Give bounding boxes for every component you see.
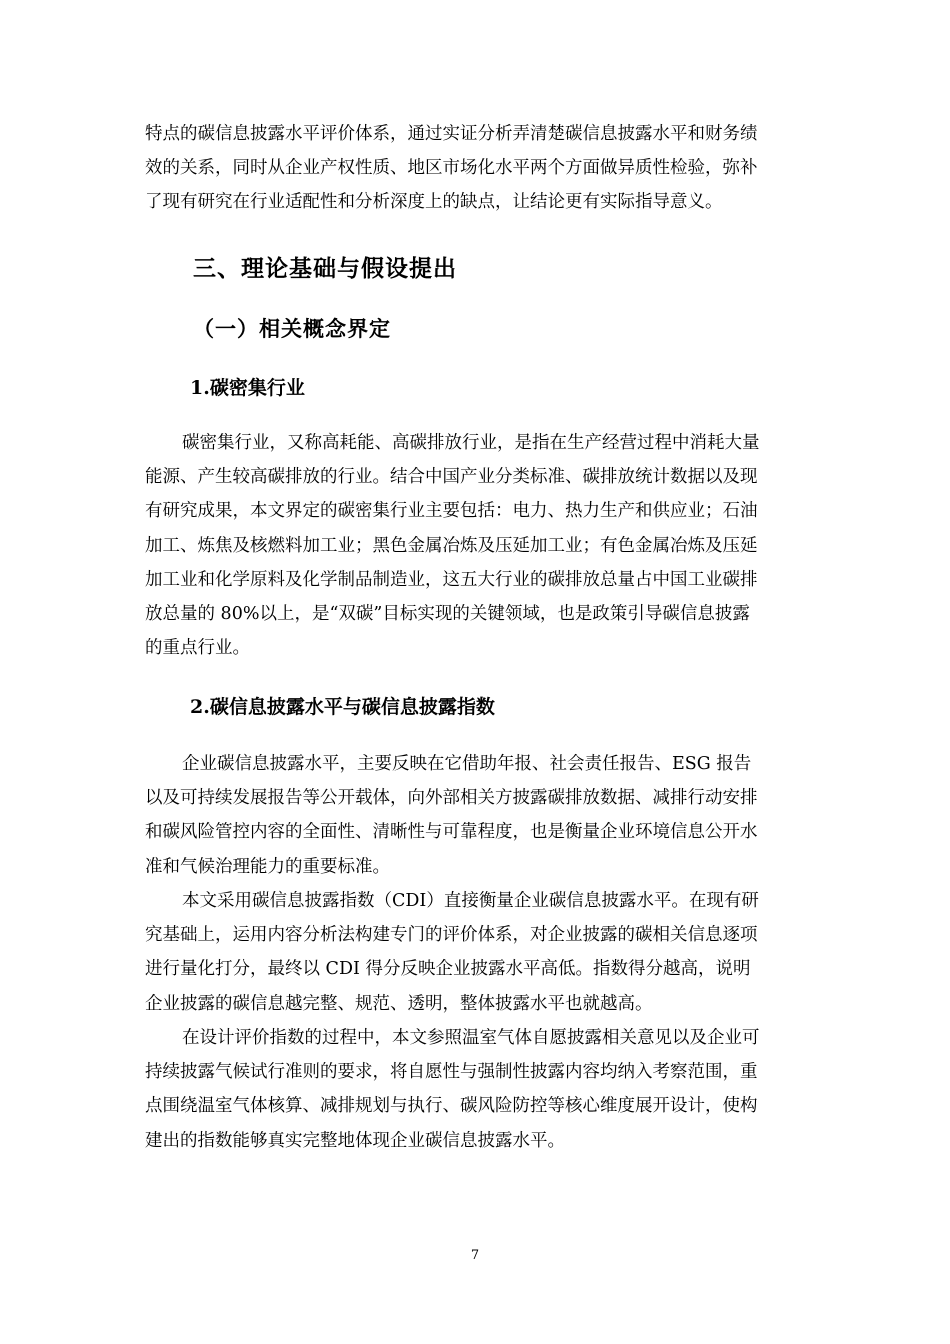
text-line: 准和气候治理能力的重要标准。 xyxy=(145,856,390,877)
page-number: 7 xyxy=(470,1248,480,1263)
text-line: 建出的指数能够真实完整地体现企业碳信息披露水平。 xyxy=(145,1130,565,1151)
intro-paragraph xyxy=(145,117,805,220)
text-line: 以及可持续发展报告等公开载体，向外部相关方披露碳排放数据、减排行动安排 xyxy=(145,788,758,809)
heading-carbon-disclosure: 2.碳信息披露水平与碳信息披露指数 xyxy=(190,696,495,718)
text-line: 究基础上，运用内容分析法构建专门的评价体系，对企业披露的碳相关信息逐项 xyxy=(145,925,758,946)
paragraph-index-design xyxy=(145,1021,805,1158)
text-line: 了现有研究在行业适配性和分析深度上的缺点，让结论更有实际指导意义。 xyxy=(145,192,723,213)
text-line: 在设计评价指数的过程中，本文参照温室气体自愿披露相关意见以及企业可 xyxy=(182,1028,760,1048)
text-line: 加工业和化学原料及化学制品制造业，这五大行业的碳排放总量占中国工业碳排 xyxy=(145,569,758,590)
text-line: 的重点行业。 xyxy=(145,638,250,659)
text-line: 企业碳信息披露水平，主要反映在它借助年报、社会责任报告、ESG 报告 xyxy=(182,754,752,774)
text-line: 放总量的 80%以上，是“双碳”目标实现的关键领域，也是政策引导碳信息披露 xyxy=(145,604,750,625)
subsection-title: （一）相关概念界定 xyxy=(193,316,391,341)
section-title: 三、理论基础与假设提出 xyxy=(193,255,457,282)
text-line: 和碳风险管控内容的全面性、清晰性与可靠程度，也是衡量企业环境信息公开水 xyxy=(145,822,758,843)
text-line: 企业披露的碳信息越完整、规范、透明，整体披露水平也就越高。 xyxy=(145,993,653,1014)
paragraph-carbon-intensive-industry xyxy=(145,426,805,665)
text-line: 能源、产生较高碳排放的行业。结合中国产业分类标准、碳排放统计数据以及现 xyxy=(145,467,758,488)
text-line: 本文采用碳信息披露指数（CDI）直接衡量企业碳信息披露水平。在现有研 xyxy=(182,891,759,911)
text-line: 持续披露气候试行准则的要求，将自愿性与强制性披露内容均纳入考察范围，重 xyxy=(145,1062,758,1083)
text-line: 效的关系，同时从企业产权性质、地区市场化水平两个方面做异质性检验，弥补 xyxy=(145,158,758,179)
heading-carbon-intensive-industry: 1.碳密集行业 xyxy=(190,377,305,399)
paragraph-disclosure-level xyxy=(145,747,805,884)
text-line: 点围绕温室气体核算、减排规划与执行、碳风险防控等核心维度展开设计，使构 xyxy=(145,1096,758,1117)
text-line: 进行量化打分，最终以 CDI 得分反映企业披露水平高低。指数得分越高，说明 xyxy=(145,959,751,980)
text-line: 特点的碳信息披露水平评价体系，通过实证分析弄清楚碳信息披露水平和财务绩 xyxy=(145,124,758,144)
text-line: 加工、炼焦及核燃料加工业；黑色金属冶炼及压延加工业；有色金属冶炼及压延 xyxy=(145,535,758,556)
text-line: 有研究成果，本文界定的碳密集行业主要包括：电力、热力生产和供应业；石油 xyxy=(145,501,758,522)
text-line: 碳密集行业，又称高耗能、高碳排放行业，是指在生产经营过程中消耗大量 xyxy=(182,433,760,453)
paragraph-cdi xyxy=(145,884,805,1021)
